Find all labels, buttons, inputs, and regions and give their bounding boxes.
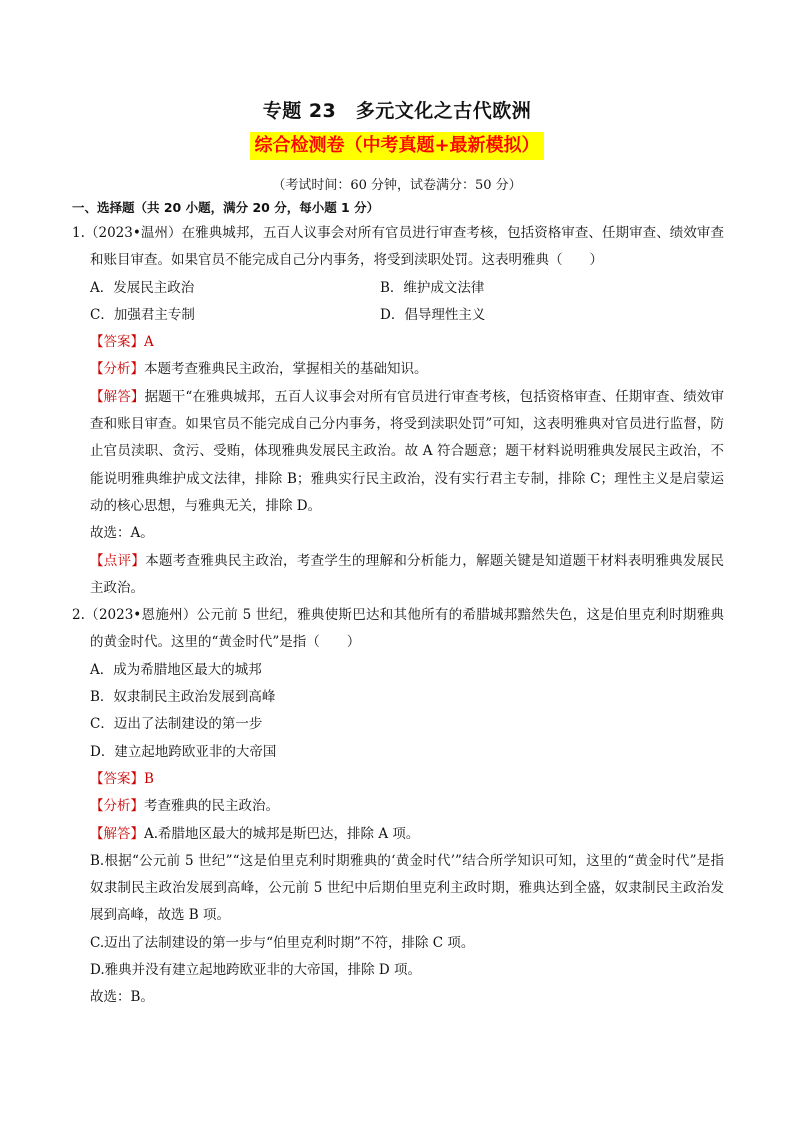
question-1-option-b: B．维护成文法律 bbox=[380, 279, 485, 296]
questions-content bbox=[72, 220, 724, 1012]
question-2-solution-c: C.迈出了法制建设的第一步与“伯里克利时期”不符，排除 C 项。 bbox=[90, 934, 475, 951]
question-2-solution-a bbox=[72, 821, 724, 848]
exam-info: （考试时间：60 分钟，试卷满分：50 分） bbox=[272, 178, 522, 193]
question-1-stem: 1.（2023•温州）在雅典城邦，五百人议事会对所有官员进行审查考核，包括资格审查、任期审查、绩效审查和账目审查。如果官员不能完成自己分内事务，将受到渎职处罚。这表明雅典（ ） bbox=[72, 225, 724, 269]
analysis-text: 考查雅典的民主政治。 bbox=[144, 798, 279, 815]
solution-tag: 【解答】 bbox=[90, 825, 144, 842]
question-1-options-row-1 bbox=[72, 275, 724, 302]
comment-text: 本题考查雅典民主政治，考查学生的理解和分析能力，解题关键是知道题干材料表明雅典发展民主政治。 bbox=[90, 552, 724, 596]
question-1-options-row-2 bbox=[72, 302, 724, 329]
page-title: 专题 23 多元文化之古代欧洲 bbox=[262, 100, 532, 122]
answer-tag: 【答案】 bbox=[90, 770, 144, 787]
question-1-answer bbox=[72, 329, 724, 356]
question-2-answer bbox=[72, 766, 724, 793]
question-2-solution-b: B.根据“公元前 5 世纪”“这是伯里克利时期雅典的‘黄金时代’”结合所学知识可知，这里的“黄金时代”是指奴隶制民主政治发展到高峰，公元前 5 世纪中后期伯里克利主政时期，雅典达到全盛，奴隶制民主政治发展到高峰，故选 B 项。 bbox=[90, 852, 724, 924]
question-1-comment bbox=[72, 548, 724, 603]
comment-tag: 【点评】 bbox=[90, 552, 146, 569]
question-2-option-b: B．奴隶制民主政治发展到高峰 bbox=[90, 689, 276, 706]
analysis-tag: 【分析】 bbox=[90, 798, 144, 815]
answer-tag: 【答案】 bbox=[90, 334, 144, 351]
solution-text-a: A.希腊地区最大的城邦是斯巴达，排除 A 项。 bbox=[144, 825, 420, 842]
question-2-solution-d: D.雅典并没有建立起地跨欧亚非的大帝国，排除 D 项。 bbox=[90, 962, 422, 979]
solution-text: 据题干“在雅典城邦，五百人议事会对所有官员进行审查考核，包括资格审查、任期审查、绩效审查和账目审查。如果官员不能完成自己分内事务，将受到渎职处罚”可知，这表明雅典对官员进行监督，防止官员渎职、贪污、受贿，体现雅典发展民主政治。故 A 符合题意；题干材料说明雅典发展民主政治，不能说明雅典维护成文法律，排除 B；雅典实行民主政治，没有实行君主专制，排除 C；理性主义是启蒙运动的核心思想，与雅典无关，排除 D。 bbox=[90, 388, 724, 514]
highlighted-subtitle: 综合检测卷（中考真题+最新模拟） bbox=[250, 132, 543, 160]
question-1-option-c: C．加强君主专制 bbox=[90, 306, 195, 323]
question-2-option-d: D．建立起地跨欧亚非的大帝国 bbox=[90, 743, 277, 760]
section-heading: 一、选择题（共 20 小题，满分 20 分，每小题 1 分） bbox=[72, 200, 380, 215]
question-1-option-a: A．发展民主政治 bbox=[90, 279, 195, 296]
analysis-tag: 【分析】 bbox=[90, 361, 144, 378]
subtitle-wrapper bbox=[0, 132, 794, 160]
analysis-text: 本题考查雅典民主政治，掌握相关的基础知识。 bbox=[144, 361, 428, 378]
question-1-analysis bbox=[72, 356, 724, 383]
question-2-stem: 2.（2023•恩施州）公元前 5 世纪，雅典使斯巴达和其他所有的希腊城邦黯然失色，这是伯里克利时期雅典的黄金时代。这里的“黄金时代”是指（ ） bbox=[72, 607, 724, 651]
answer-value: B bbox=[144, 770, 154, 787]
question-2-choice: 故选：B。 bbox=[90, 989, 154, 1006]
question-1-option-d: D．倡导理性主义 bbox=[380, 306, 486, 323]
question-2-analysis bbox=[72, 793, 724, 820]
solution-tag: 【解答】 bbox=[90, 388, 145, 405]
question-1-choice: 故选：A。 bbox=[90, 525, 154, 542]
question-2-option-c: C．迈出了法制建设的第一步 bbox=[90, 716, 263, 733]
question-1-solution bbox=[72, 384, 724, 520]
answer-value: A bbox=[144, 334, 154, 351]
question-2-option-a: A．成为希腊地区最大的城邦 bbox=[90, 661, 262, 678]
